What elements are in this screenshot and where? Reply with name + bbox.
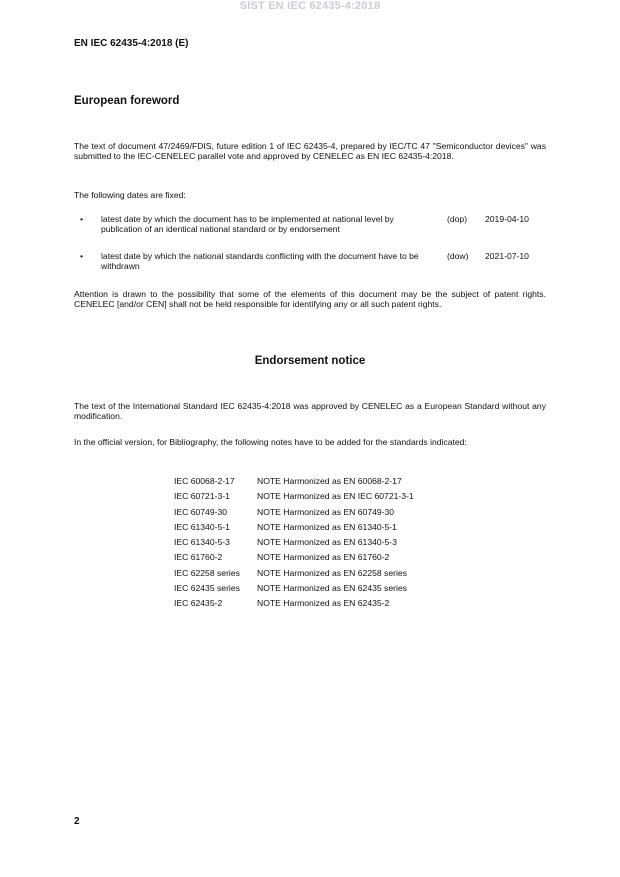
page-number: 2 bbox=[74, 816, 80, 827]
bibliography-intro: In the official version, for Bibliography, the following notes have to be added for the standards indicated: bbox=[74, 437, 467, 447]
date-item-dop bbox=[74, 214, 546, 238]
note-row bbox=[174, 552, 414, 567]
note-row bbox=[174, 476, 414, 491]
endorsement-heading: Endorsement notice bbox=[254, 355, 366, 367]
bibliography-notes bbox=[174, 476, 414, 614]
note-text: NOTE Harmonized as EN 60749-30 bbox=[257, 506, 395, 517]
watermark: SIST EN IEC 62435-4:2018 bbox=[239, 0, 381, 12]
note-text: NOTE Harmonized as EN IEC 60721-3-1 bbox=[257, 491, 414, 502]
note-row bbox=[174, 507, 414, 522]
note-standard: IEC 62435 series bbox=[174, 583, 240, 594]
note-row bbox=[174, 583, 414, 598]
date-item-date: 2021-07-10 bbox=[485, 251, 529, 261]
dates-intro: The following dates are fixed: bbox=[74, 190, 186, 200]
date-item-code: (dow) bbox=[447, 251, 469, 261]
note-row bbox=[174, 598, 414, 613]
note-row bbox=[174, 491, 414, 506]
bullet-icon: • bbox=[80, 251, 84, 261]
endorsement-text: The text of the International Standard IEC 62435-4:2018 was approved by CENELEC as a European Standard without any modification. bbox=[74, 401, 546, 422]
note-text: NOTE Harmonized as EN 60068-2-17 bbox=[257, 476, 402, 486]
note-text: NOTE Harmonized as EN 61340-5-1 bbox=[257, 521, 397, 532]
date-item-date: 2019-04-10 bbox=[485, 214, 529, 224]
foreword-heading: European foreword bbox=[74, 95, 180, 107]
note-text: NOTE Harmonized as EN 62435 series bbox=[257, 583, 407, 594]
note-standard: IEC 61340-5-3 bbox=[174, 537, 230, 548]
date-item-text: latest date by which the document has to be implemented at national level by publication of an identical national standard or by endorsement bbox=[101, 214, 394, 235]
date-item-text: latest date by which the national standards conflicting with the document have to be withdrawn bbox=[101, 251, 419, 272]
foreword-intro: The text of document 47/2469/FDIS, future edition 1 of IEC 62435-4, prepared by IEC/TC 47 "Semiconductor devices" was submitted to the IEC-CENELEC parallel vote and approved by CENELEC as EN IEC 62435-4:2018. bbox=[74, 141, 546, 162]
note-standard: IEC 61340-5-1 bbox=[174, 521, 230, 532]
note-standard: IEC 61760-2 bbox=[174, 552, 223, 563]
note-row bbox=[174, 522, 414, 537]
note-text: NOTE Harmonized as EN 61760-2 bbox=[257, 552, 390, 563]
note-standard: IEC 60749-30 bbox=[174, 506, 228, 517]
note-row bbox=[174, 537, 414, 552]
note-text: NOTE Harmonized as EN 62435-2 bbox=[257, 598, 390, 609]
note-text: NOTE Harmonized as EN 61340-5-3 bbox=[257, 537, 397, 548]
date-item-dow bbox=[74, 251, 546, 275]
document-id: EN IEC 62435-4:2018 (E) bbox=[74, 38, 189, 49]
note-standard: IEC 60068-2-17 bbox=[174, 476, 235, 486]
note-row bbox=[174, 568, 414, 583]
date-item-code: (dop) bbox=[447, 214, 468, 224]
patent-notice: Attention is drawn to the possibility that some of the elements of this document may be the subject of patent rights. CENELEC [and/or CEN] shall not be held responsible for identifying any or all such patent rights. bbox=[74, 289, 546, 310]
note-text: NOTE Harmonized as EN 62258 series bbox=[257, 567, 407, 578]
note-standard: IEC 62258 series bbox=[174, 567, 240, 578]
note-standard: IEC 60721-3-1 bbox=[174, 491, 230, 502]
bullet-icon: • bbox=[80, 214, 84, 224]
note-standard: IEC 62435-2 bbox=[174, 598, 223, 609]
